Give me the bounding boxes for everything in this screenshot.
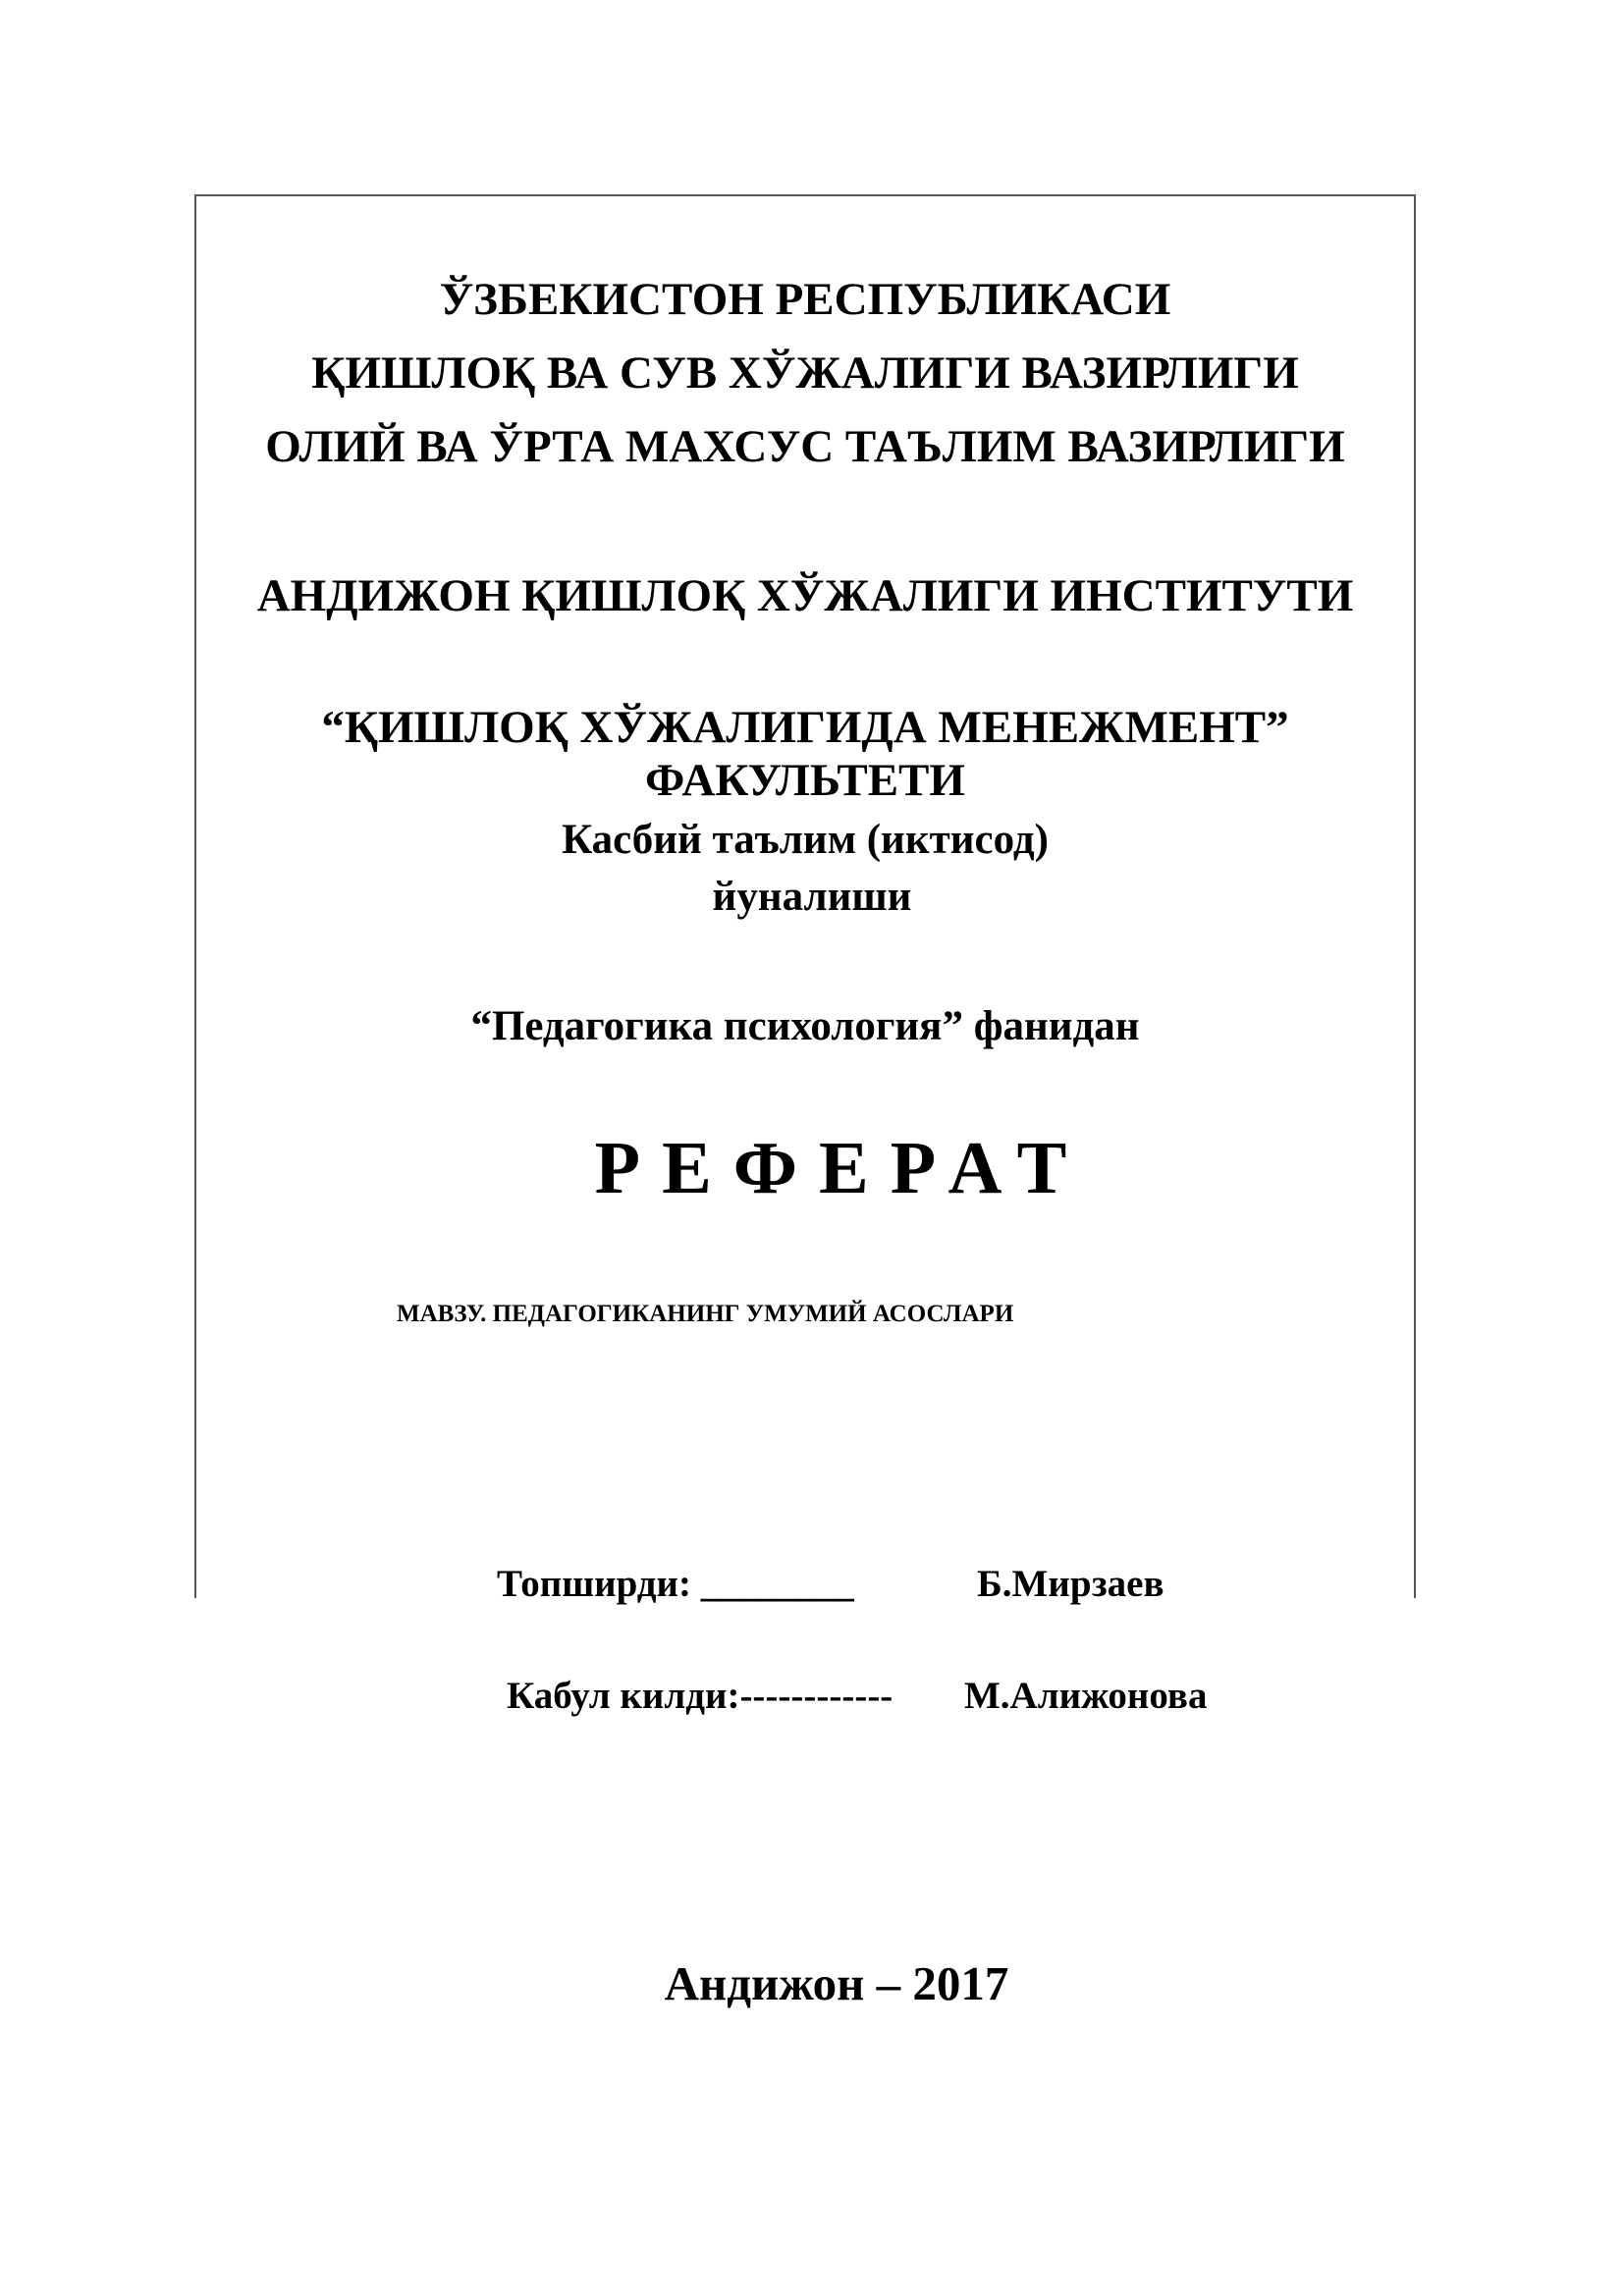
city-year: Андижон – 2017	[664, 1956, 1009, 2010]
direction-line-2: йуналиши	[712, 874, 912, 920]
faculty-line-1: “ҚИШЛОҚ ХЎЖАЛИГИДА МЕНЕЖМЕНТ”	[321, 702, 1289, 753]
direction-line-1: Касбий таълим (иктисод)	[562, 817, 1049, 863]
header-line-1: ЎЗБЕКИСТОН РЕСПУБЛИКАСИ	[439, 274, 1171, 325]
accepted-name: М.Алижонова	[964, 1675, 1208, 1717]
submitted-label: Топширди: ________	[497, 1563, 854, 1605]
topic-line: МАВЗУ. ПЕДАГОГИКАНИНГ УМУМИЙ АСОСЛАРИ	[397, 1301, 1014, 1327]
institute-name: АНДИЖОН ҚИШЛОҚ ХЎЖАЛИГИ ИНСТИТУТИ	[256, 570, 1354, 621]
accepted-label: Кабул килди:------------	[507, 1675, 893, 1717]
document-title: РЕФЕРАТ	[594, 1127, 1089, 1209]
subject-line: “Педагогика психология” фанидан	[470, 1003, 1140, 1049]
header-line-2: ҚИШЛОҚ ВА СУВ ХЎЖАЛИГИ ВАЗИРЛИГИ	[311, 347, 1299, 399]
faculty-line-2: ФАКУЛЬТЕТИ	[645, 755, 965, 806]
submitted-name: Б.Мирзаев	[977, 1563, 1164, 1605]
header-line-3: ОЛИЙ ВА ЎРТА МАХСУС ТАЪЛИМ ВАЗИРЛИГИ	[265, 421, 1345, 472]
